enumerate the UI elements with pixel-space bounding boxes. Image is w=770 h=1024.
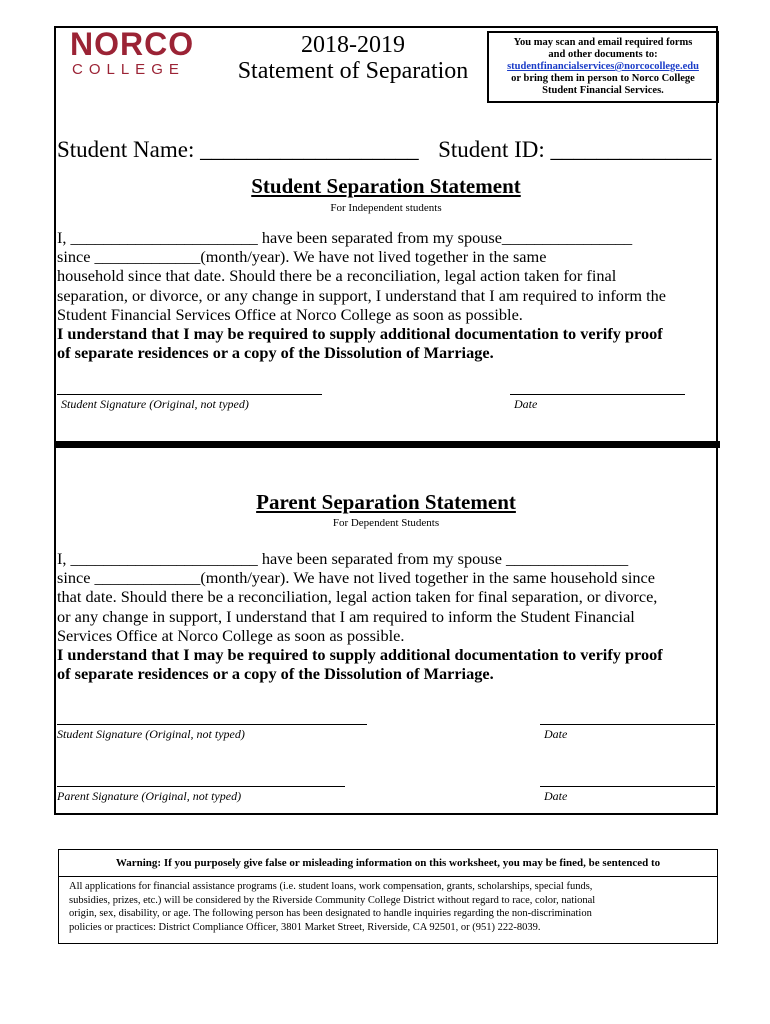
dependent-subtitle: For Dependent Students	[332, 517, 440, 529]
email-link[interactable]: studentfinancialservices@norcocollege.edu	[507, 61, 699, 72]
student-name-field[interactable]: ___________________	[200, 137, 419, 162]
independent-subtitle: For Independent students	[330, 202, 442, 214]
student-signature-label: Student Signature (Original, not typed)	[61, 397, 249, 411]
independent-statement	[57, 228, 717, 362]
date-label: Date	[544, 727, 568, 741]
date-label: Date	[544, 789, 568, 803]
date-line[interactable]	[510, 394, 685, 395]
notice-line: policies or practices: District Compliance Officer, 3801 Market Street, Riverside, CA 92501, or (951) 222-8039.	[69, 921, 541, 933]
student-separation-title: Student Separation Statement	[251, 174, 521, 198]
info-line-2: and other documents to:	[548, 49, 658, 60]
statement-line: separation, or divorce, or any change in support, I understand that I am required to inform the	[57, 285, 666, 305]
student-signature-label: Student Signature (Original, not typed)	[57, 727, 245, 741]
statement-bold-line: of separate residences or a copy of the Dissolution of Marriage.	[57, 664, 494, 684]
statement-line[interactable]: since _____________(month/year). We have not lived together in the same household since	[57, 568, 655, 588]
section-divider	[54, 441, 720, 448]
date-line[interactable]	[540, 724, 715, 725]
nondiscrimination-notice	[58, 876, 718, 944]
statement-line: household since that date. Should there be a reconciliation, legal action taken for final	[57, 266, 617, 286]
statement-line: Student Financial Services Office at Norco College as soon as possible.	[57, 304, 523, 324]
parent-separation-title: Parent Separation Statement	[256, 490, 516, 514]
student-id-label: Student ID:	[438, 137, 545, 162]
statement-line: or any change in support, I understand that I am required to inform the Student Financial	[57, 606, 635, 626]
statement-bold-line: of separate residences or a copy of the Dissolution of Marriage.	[57, 343, 494, 363]
submission-info-box	[487, 31, 719, 103]
statement-bold-line: I understand that I may be required to supply additional documentation to verify proof	[57, 645, 663, 665]
logo-wordmark: NORCO	[70, 26, 195, 62]
statement-line: Services Office at Norco College as soon as possible.	[57, 625, 405, 645]
notice-line: origin, sex, disability, or age. The following person has been designated to handle inquiries regarding the non-discrimination	[69, 908, 592, 919]
student-id-field[interactable]: ______________	[550, 137, 712, 162]
form-year: 2018-2019	[301, 32, 405, 58]
dependent-statement	[57, 549, 717, 683]
warning-title: Warning: If you purposely give false or misleading information on this worksheet, you may be fined, be sentenced to	[58, 849, 718, 877]
norco-college-logo	[70, 28, 220, 80]
student-signature-line[interactable]	[57, 394, 322, 395]
statement-line[interactable]: I, _______________________ have been separated from my spouse________________	[57, 228, 633, 247]
statement-line[interactable]: since _____________(month/year). We have not lived together in the same	[57, 247, 547, 267]
page-title: Statement of Separation	[237, 58, 469, 84]
info-line-4: Student Financial Services.	[542, 85, 664, 96]
info-line-1: You may scan and email required forms	[513, 37, 693, 48]
parent-signature-line[interactable]	[57, 786, 345, 787]
notice-line: All applications for financial assistance programs (i.e. student loans, work compensation, grants, scholarships, special funds,	[69, 881, 593, 892]
date-line[interactable]	[540, 786, 715, 787]
student-info-row	[57, 137, 712, 163]
statement-line: that date. Should there be a reconciliation, legal action taken for final separation, or divorce,	[57, 587, 658, 607]
statement-line[interactable]: I, _______________________ have been separated from my spouse _______________	[57, 549, 629, 568]
statement-bold-line: I understand that I may be required to supply additional documentation to verify proof	[57, 324, 663, 344]
logo-subtitle: COLLEGE	[72, 61, 185, 78]
parent-signature-label: Parent Signature (Original, not typed)	[57, 789, 242, 803]
student-name-label: Student Name:	[57, 137, 195, 162]
notice-line: subsidies, prizes, etc.) will be considered by the Riverside Community College District without regard to race, color, national	[69, 894, 596, 906]
info-line-3: or bring them in person to Norco College	[511, 73, 695, 84]
date-label: Date	[514, 397, 538, 411]
student-signature-line[interactable]	[57, 724, 367, 725]
